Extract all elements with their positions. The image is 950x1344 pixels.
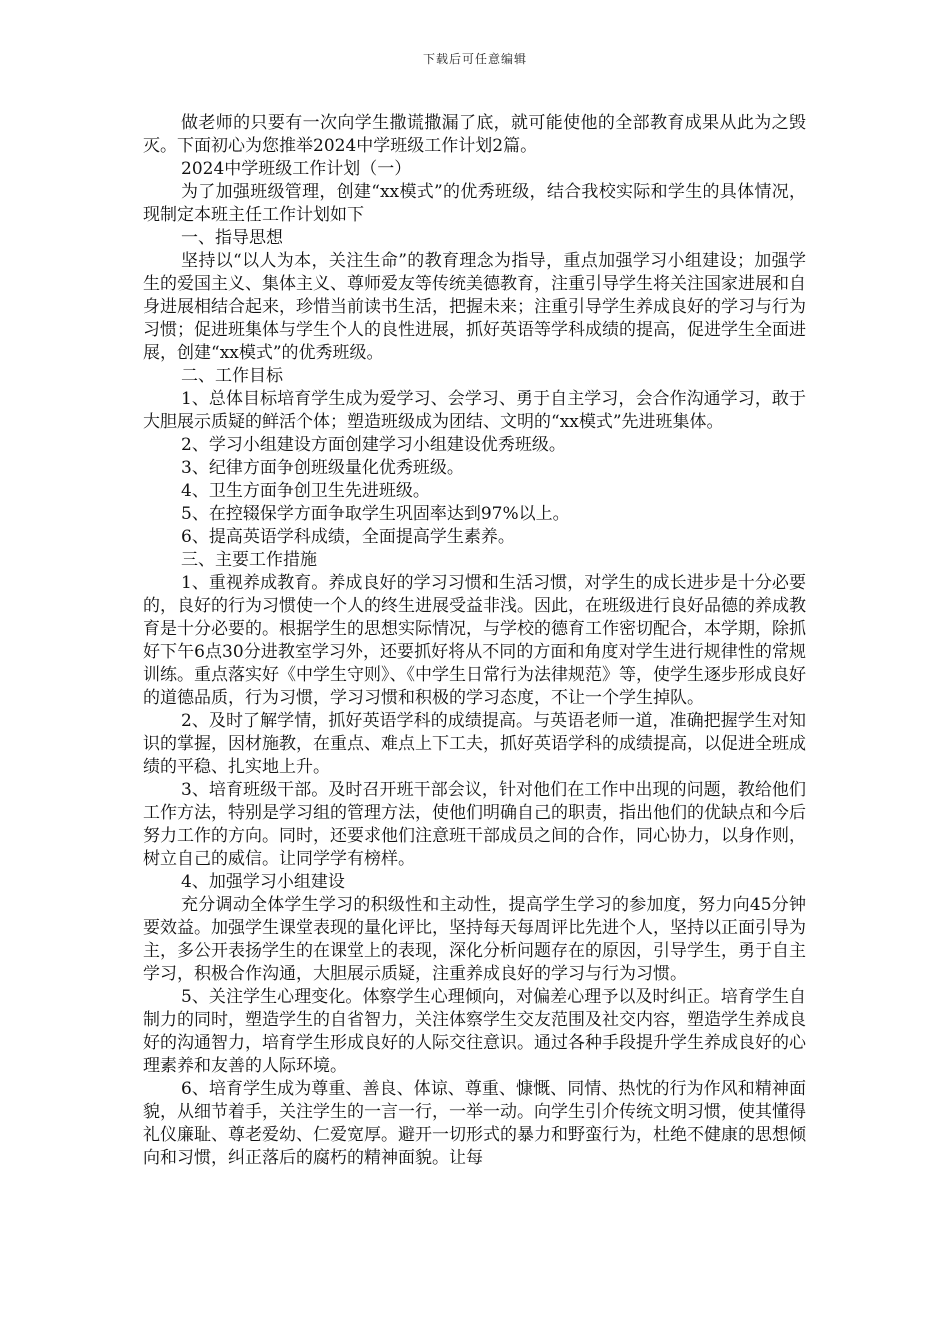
measure-item-2: 2、及时了解学情，抓好英语学科的成绩提高。与英语老师一道，准确把握学生对知识的掌握，因材施教，在重点、难点上下工夫，抓好英语学科的成绩提高，以促进全班成绩的平稳、扎实地上升。 <box>143 711 806 777</box>
goal-item-6: 6、提高英语学科成绩，全面提高学生素养。 <box>181 527 515 547</box>
section-title: 2024中学班级工作计划（一） <box>181 159 412 179</box>
measure-item-1: 1、重视养成教育。养成良好的学习习惯和生活习惯，对学生的成长进步是十分必要的，良好的行为习惯使一个人的终生进展受益非浅。因此，在班级进行良好品德的养成教育是十分必要的。根据学生的思想实际情况，与学校的德育工作密切配合，本学期，除抓好下午6点30分进教室学习外，还要抓好将从不同的方面和角度对学生进行规律性的常规训练。重点落实好《中学生守则》、《中学生日常行为法律规范》等，使学生逐步形成良好的道德品质，行为习惯，学习习惯和积极的学习态度，不让一个学生掉队。 <box>143 573 806 708</box>
guiding-thought-paragraph: 坚持以“以人为本，关注生命”的教育理念为指导，重点加强学习小组建设；加强学生的爱国主义、集体主义、尊师爱友等传统美德教育，注重引导学生将关注国家进展和自身进展相结合起来，珍惜当前读书生活，把握未来；注重引导学生养成良好的学习与行为习惯；促进班集体与学生个人的良性进展，抓好英语等学科成绩的提高，促进学生全面进展，创建“xx模式”的优秀班级。 <box>143 251 806 363</box>
goal-item-2: 2、学习小组建设方面创建学习小组建设优秀班级。 <box>181 435 566 455</box>
measure-item-3: 3、培育班级干部。及时召开班干部会议，针对他们在工作中出现的问题，教给他们工作方法，特别是学习组的管理方法，使他们明确自己的职责，指出他们的优缺点和今后努力工作的方向。同时，还要求他们注意班干部成员之间的合作，同心协力，以身作则，树立自己的威信。让同学学有榜样。 <box>143 780 806 869</box>
heading-work-goals: 二、工作目标 <box>181 366 283 386</box>
intro-paragraph: 做老师的只要有一次向学生撒谎撒漏了底，就可能使他的全部教育成果从此为之毁灭。下面初心为您推举2024中学班级工作计划2篇。 <box>143 113 806 156</box>
measure-item-6: 6、培育学生成为尊重、善良、体谅、尊重、慷慨、同情、热忱的行为作风和精神面貌，从细节着手，关注学生的一言一行，一举一动。向学生引介传统文明习惯，使其懂得礼仪廉耻、尊老爱幼、仁爱宽厚。避开一切形式的暴力和野蛮行为，杜绝不健康的思想倾向和习惯，纠正落后的腐朽的精神面貌。让每 <box>143 1079 806 1168</box>
measure-item-4-heading: 4、加强学习小组建设 <box>181 872 345 892</box>
document-body <box>143 112 806 1170</box>
goal-item-1: 1、总体目标培育学生成为爱学习、会学习、勇于自主学习，会合作沟通学习，敢于大胆展示质疑的鲜活个体；塑造班级成为团结、文明的“xx模式”先进班集体。 <box>143 389 806 432</box>
goal-item-5: 5、在控辍保学方面争取学生巩固率达到97%以上。 <box>181 504 570 524</box>
goal-item-4: 4、卫生方面争创卫生先进班级。 <box>181 481 430 501</box>
measure-item-4-paragraph: 充分调动全体学生学习的积级性和主动性，提高学生学习的参加度，努力向45分钟要效益。加强学生课堂表现的量化评比，坚持每天每周评比先进个人，坚持以正面引导为主，多公开表扬学生的在课堂上的表现，深化分析问题存在的原因，引导学生，勇于自主学习，积极合作沟通，大胆展示质疑，注重养成良好的学习与行为习惯。 <box>143 895 806 984</box>
page-header: 下载后可任意编辑 <box>422 52 527 66</box>
heading-main-measures: 三、主要工作措施 <box>181 550 317 570</box>
heading-guiding-thought: 一、指导思想 <box>181 228 283 248</box>
goal-item-3: 3、纪律方面争创班级量化优秀班级。 <box>181 458 464 478</box>
purpose-paragraph: 为了加强班级管理，创建“xx模式”的优秀班级，结合我校实际和学生的具体情况，现制定本班主任工作计划如下 <box>143 182 806 225</box>
measure-item-5: 5、关注学生心理变化。体察学生心理倾向，对偏差心理予以及时纠正。培育学生自制力的同时，塑造学生的自省智力，关注体察学生交友范围及社交内容，塑造学生养成良好的沟通智力，培育学生形成良好的人际交往意识。通过各种手段提升学生养成良好的心理素养和友善的人际环境。 <box>143 987 806 1076</box>
